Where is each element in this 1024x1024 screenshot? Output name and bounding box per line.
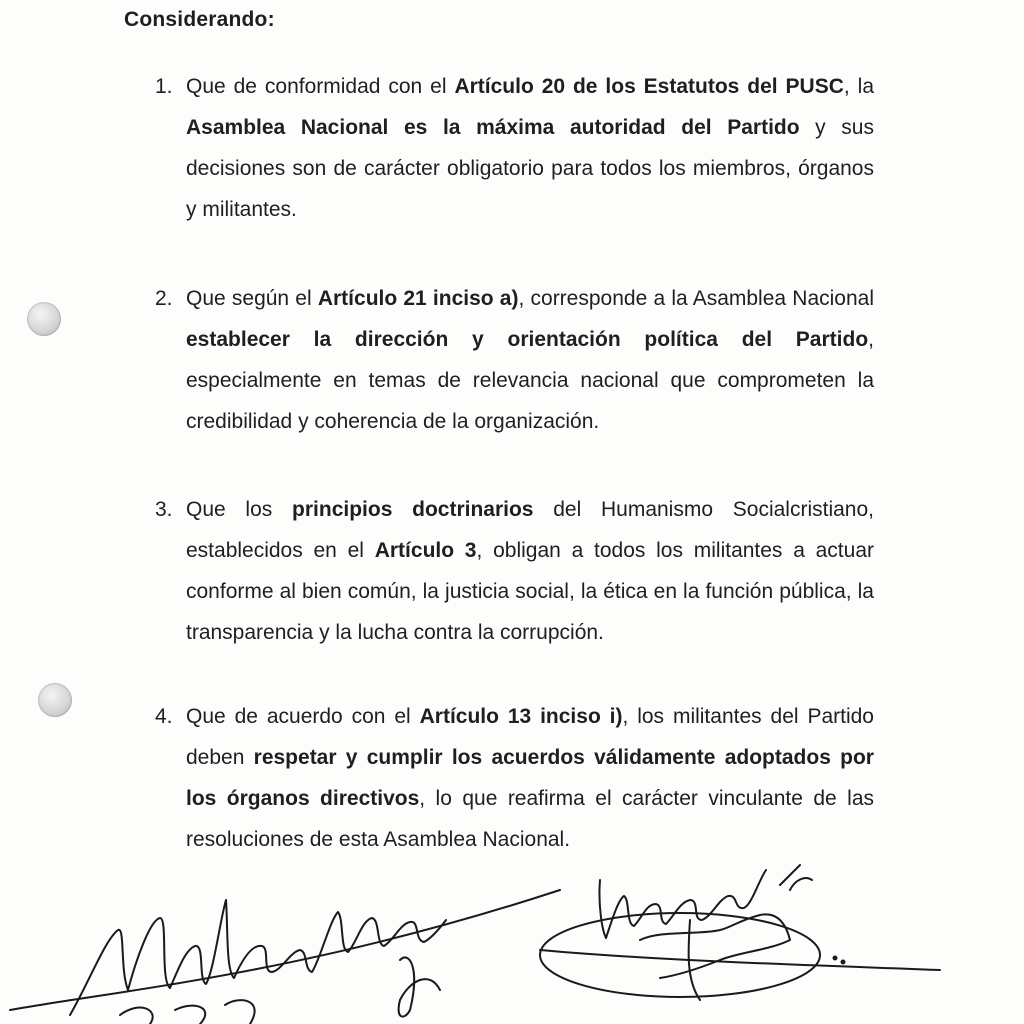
item-text	[186, 489, 874, 653]
considerando-item-1	[155, 66, 874, 230]
bold-text-run: Asamblea Nacional es la máxima autoridad del Partido	[186, 116, 800, 139]
bold-text-run: Artículo 3	[374, 539, 477, 562]
text-run: del Humanismo Socialcristiano, establecidos en el	[186, 498, 874, 562]
considerando-item-3	[155, 489, 874, 653]
signature-marlene-mora	[70, 900, 446, 1015]
text-run: y sus decisiones son de carácter obligatorio para todos los miembros, órganos y militantes.	[186, 116, 874, 221]
bold-text-run: Artículo 20 de los Estatutos del PUSC	[454, 75, 844, 98]
item-text	[186, 66, 874, 230]
bold-text-run: establecer la dirección y orientación política del Partido	[186, 328, 869, 351]
considerando-item-4	[155, 696, 874, 860]
item-number: 2.	[155, 287, 173, 310]
punch-hole-icon	[38, 683, 72, 717]
bold-text-run: Artículo 21 inciso a)	[317, 287, 519, 310]
text-run: Que de conformidad con el	[186, 75, 455, 98]
item-text	[186, 278, 874, 442]
item-number: 1.	[155, 75, 173, 98]
bold-text-run: principios doctrinarios	[292, 498, 534, 521]
text-run: , obligan a todos los militantes a actuar conforme al bien común, la justicia social, la ética en la función pública, la transparencia y la lucha contra la corrupción.	[186, 539, 874, 644]
bold-text-run: Artículo 13 inciso i)	[419, 705, 623, 728]
text-run: Que de acuerdo con el	[186, 705, 420, 728]
bold-text-run: respetar y cumplir los acuerdos válidamente adoptados por los órganos directivos	[186, 746, 874, 810]
considerando-item-2	[155, 278, 874, 442]
text-run: , los militantes del Partido deben	[186, 705, 874, 769]
heading-considerando: Considerando:	[124, 8, 275, 31]
text-run: Que según el	[186, 287, 318, 310]
text-run: , lo que reafirma el carácter vinculante de las resoluciones de esta Asamblea Nacional.	[186, 787, 874, 851]
text-run: , corresponde a la Asamblea Nacional	[518, 287, 874, 310]
signatures-area	[0, 860, 1024, 1024]
item-number: 4.	[155, 705, 173, 728]
text-run: , especialmente en temas de relevancia nacional que comprometen la credibilidad y coherencia de la organización.	[186, 328, 874, 433]
item-number: 3.	[155, 498, 173, 521]
text-run: Que los	[186, 498, 293, 521]
signature-marjorie	[599, 870, 766, 938]
item-text	[186, 696, 874, 860]
punch-hole-icon	[27, 302, 61, 336]
text-run: , la	[843, 75, 874, 98]
